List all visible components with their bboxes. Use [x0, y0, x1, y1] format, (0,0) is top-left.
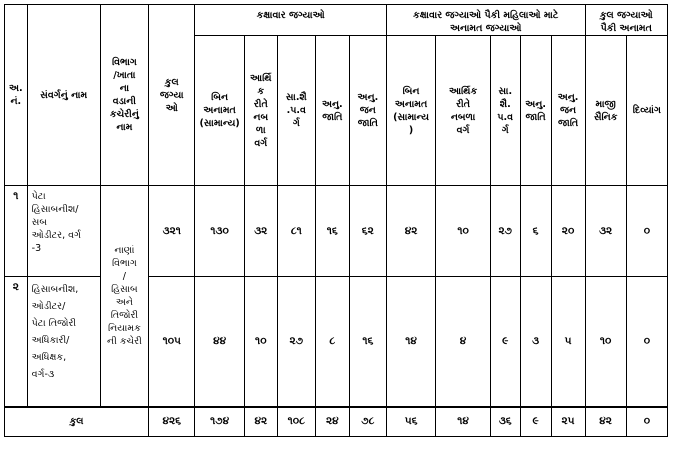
cell-total: ૩૨૧ [149, 186, 195, 277]
table-row [5, 186, 668, 277]
totals-value: ૪૨ [585, 407, 626, 437]
totals-value: ૧૪ [436, 407, 491, 437]
header-cat-st: અનુ. જન જાતિ [349, 36, 386, 186]
cell-value: ૧૬ [349, 277, 386, 407]
totals-value: ૪૨ [244, 407, 277, 437]
totals-value: ૨૪ [315, 407, 349, 437]
cell-value: ૦ [626, 186, 667, 277]
recruitment-table [4, 4, 668, 437]
cell-value: ૪૨ [386, 186, 435, 277]
cell-value: ૨૭ [490, 186, 520, 277]
header-women-sebc: સા. શૈ. પ.વ ર્ગ [490, 36, 520, 186]
totals-value: ૭૮ [349, 407, 386, 437]
cell-value: ૮૧ [277, 186, 315, 277]
cell-value: ૦ [626, 277, 667, 407]
header-ex-serviceman: માજી સૈનિક [585, 36, 626, 186]
header-women-reserved: કક્ષાવાર જગ્યાઓ પૈકી મહિલાઓ માટે અનામત જગ્યાઓ [386, 5, 585, 36]
header-cat-ews: આર્થિ ક રીતે નબ ળા વર્ગ [244, 36, 277, 186]
cell-value: ૯ [490, 277, 520, 407]
cell-value: ૬૨ [349, 186, 386, 277]
row-serial: ૨ [5, 277, 28, 407]
header-divyang: દિવ્યાંગ [626, 36, 667, 186]
cell-value: ૨૭ [277, 277, 315, 407]
header-total-posts: કુલ જગ્યા ઓ [149, 5, 195, 186]
totals-value: ૦ [626, 407, 667, 437]
cell-value: ૩ [520, 277, 551, 407]
header-cadre-name: સંવર્ગનું નામ [27, 5, 100, 186]
cell-value: ૨૦ [551, 186, 585, 277]
header-cat-general: બિન અનામત (સામાન્ય) [195, 36, 244, 186]
cell-value: ૪ [436, 277, 491, 407]
header-department: વિભાગ /ખાતા ના વડાની કચેરીનું નામ [100, 5, 148, 186]
header-women-sc: અનુ. જાતિ [520, 36, 551, 186]
row-cadre-name: હિસાબનીશ, ઓડીટર/ પેટા તિજોરી અધિકારી/ અધિક્ષક, વર્ગ-૩ [27, 277, 100, 407]
cell-value: ૪૪ [195, 277, 244, 407]
totals-value: ૯ [520, 407, 551, 437]
cell-value: ૧૬ [315, 186, 349, 277]
totals-value: ૫૬ [386, 407, 435, 437]
cell-value: ૩૨ [244, 186, 277, 277]
cell-value: ૩૨ [585, 186, 626, 277]
totals-value: ૧૭૪ [195, 407, 244, 437]
cell-total: ૧૦૫ [149, 277, 195, 407]
cell-value: ૧૪ [386, 277, 435, 407]
cell-value: ૧૦ [244, 277, 277, 407]
totals-label: કુલ [5, 407, 149, 437]
header-cat-sc: અનુ. જાતિ [315, 36, 349, 186]
totals-value: ૩૬ [490, 407, 520, 437]
cell-value: ૧૩૦ [195, 186, 244, 277]
row-serial: ૧ [5, 186, 28, 277]
header-cat-sebc: સા.શૈ .પ.વ ર્ગ [277, 36, 315, 186]
cell-value: ૫ [551, 277, 585, 407]
header-women-ews: આર્થિક રીતે નબળા વર્ગ [436, 36, 491, 186]
totals-value: ૧૦૮ [277, 407, 315, 437]
header-category-posts: કક્ષાવાર જગ્યાઓ [195, 5, 386, 36]
cell-value: ૮ [315, 277, 349, 407]
header-serial: અ. નં. [5, 5, 28, 186]
row-cadre-name: પેટા હિસાબનીશ/ સબ ઓડીટર, વર્ગ -3 [27, 186, 100, 277]
totals-value: ૨૫ [551, 407, 585, 437]
header-women-st: અનુ. જન જાતિ [551, 36, 585, 186]
cell-value: ૧૦ [436, 186, 491, 277]
cell-value: ૬ [520, 186, 551, 277]
totals-row [5, 407, 668, 437]
department-name: નાણાં વિભાગ / હિસાબ અને તિજોરી નિયામક ની કચેરી [100, 186, 148, 407]
totals-total: ૪૨૬ [149, 407, 195, 437]
header-total-reserved: કુલ જગ્યાઓ પૈકી અનામત [585, 5, 667, 36]
header-women-general: બિન અનામત (સામાન્ય ) [386, 36, 435, 186]
cell-value: ૧૦ [585, 277, 626, 407]
